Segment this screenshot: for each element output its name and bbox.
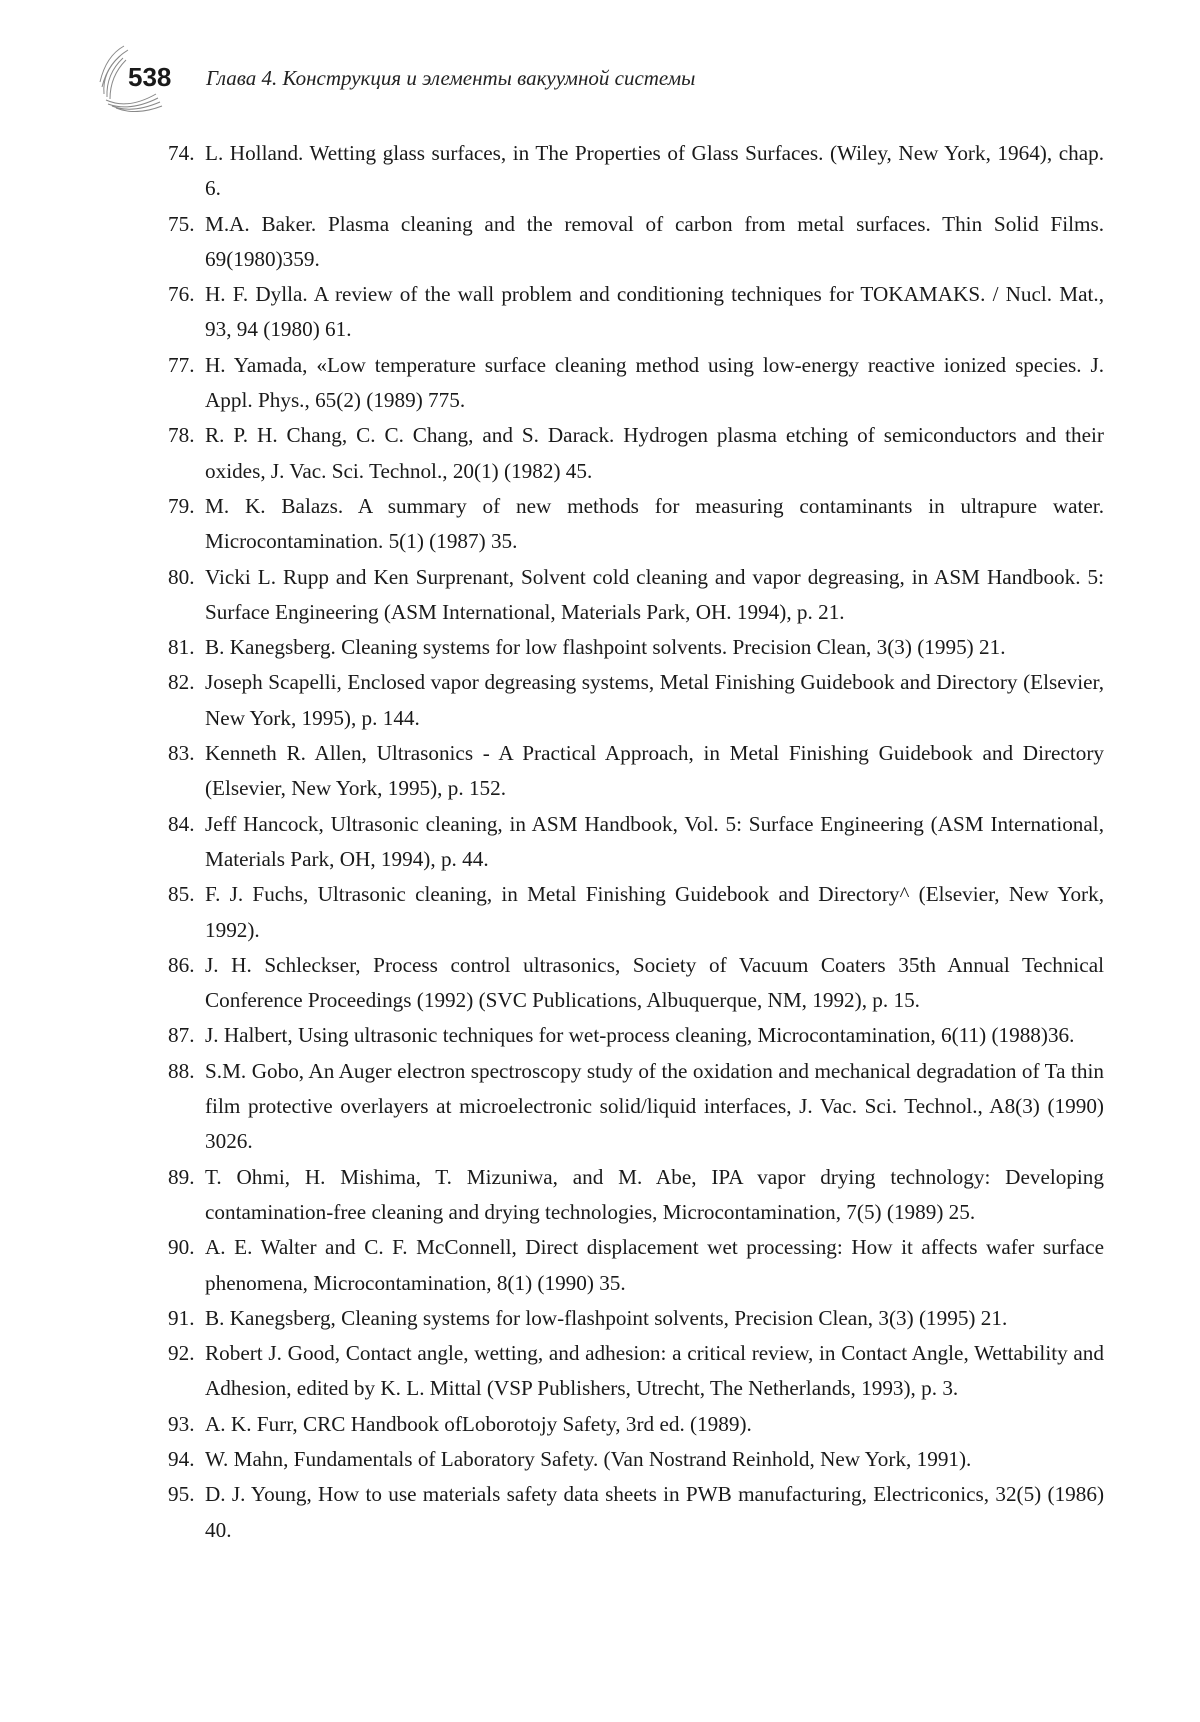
reference-text: M.A. Baker. Plasma cleaning and the removal of carbon from metal surfaces. Thin Solid Films. 69(1980)359.: [205, 211, 1104, 271]
reference-text: R. P. H. Chang, C. C. Chang, and S. Darack. Hydrogen plasma etching of semiconductors and their oxides, J. Vac. Sci. Technol., 20(1) (1982) 45.: [205, 423, 1104, 483]
reference-item: [168, 630, 1104, 665]
reference-item: [168, 1407, 1104, 1442]
reference-number: 83.: [168, 741, 195, 766]
reference-text: D. J. Young, How to use materials safety data sheets in PWB manufacturing, Electriconics, 32(5) (1986) 40.: [205, 1482, 1104, 1542]
reference-text: T. Ohmi, H. Mishima, T. Mizuniwa, and M. Abe, IPA vapor drying technology: Developing contamination-free cleaning and drying technologies, Microcontamination, 7(5) (1989) 25.: [205, 1164, 1104, 1224]
reference-item: [168, 418, 1104, 489]
reference-number: 86.: [168, 952, 195, 977]
reference-item: [168, 348, 1104, 419]
reference-text: Robert J. Good, Contact angle, wetting, and adhesion: a critical review, in Contact Angle, Wettability and Adhesion, edited by K. L. Mittal (VSP Publishers, Utrecht, The Netherlands, 1993), p. 3.: [205, 1341, 1104, 1401]
reference-item: [168, 948, 1104, 1019]
reference-text: L. Holland. Wetting glass surfaces, in The Properties of Glass Surfaces. (Wiley, New York, 1964), chap. 6.: [205, 141, 1104, 201]
reference-item: [168, 489, 1104, 560]
reference-text: W. Mahn, Fundamentals of Laboratory Safety. (Van Nostrand Reinhold, New York, 1991).: [205, 1446, 972, 1471]
reference-item: [168, 736, 1104, 807]
reference-item: [168, 207, 1104, 278]
chapter-title: Глава 4. Конструкция и элементы вакуумной системы: [206, 66, 696, 90]
reference-number: 79.: [168, 493, 195, 518]
reference-number: 89.: [168, 1164, 195, 1189]
reference-text: A. E. Walter and C. F. McConnell, Direct displacement wet processing: How it affects wafer surface phenomena, Microcontamination, 8(1) (1990) 35.: [205, 1235, 1104, 1295]
reference-item: [168, 1018, 1104, 1053]
reference-number: 87.: [168, 1023, 195, 1048]
page-number: 538: [128, 62, 172, 92]
reference-number: 85.: [168, 882, 195, 907]
reference-text: B. Kanegsberg, Cleaning systems for low-flashpoint solvents, Precision Clean, 3(3) (1995) 21.: [205, 1305, 1008, 1330]
reference-item: [168, 136, 1104, 207]
page-header: [98, 42, 1098, 112]
reference-text: A. K. Furr, CRC Handbook ofLoborotojy Safety, 3rd ed. (1989).: [205, 1411, 752, 1436]
reference-text: M. K. Balazs. A summary of new methods for measuring contaminants in ultrapure water. Microcontamination. 5(1) (1987) 35.: [205, 493, 1104, 554]
reference-number: 76.: [168, 282, 195, 307]
reference-number: 75.: [168, 211, 195, 236]
reference-item: [168, 807, 1104, 878]
reference-item: [168, 560, 1104, 631]
reference-number: 82.: [168, 670, 195, 695]
reference-text: J. H. Schleckser, Process control ultrasonics, Society of Vacuum Coaters 35th Annual Technical Conference Proceedings (1992) (SVC Publications, Albuquerque, NM, 1992), p. 15.: [205, 952, 1104, 1013]
reference-item: [168, 1442, 1104, 1477]
reference-item: [168, 1054, 1104, 1160]
reference-number: 81.: [168, 635, 195, 660]
reference-number: 80.: [168, 564, 195, 589]
reference-text: F. J. Fuchs, Ultrasonic cleaning, in Metal Finishing Guidebook and Directory^ (Elsevier, New York, 1992).: [205, 882, 1104, 942]
reference-item: [168, 1336, 1104, 1407]
reference-text: Vicki L. Rupp and Ken Surprenant, Solvent cold cleaning and vapor degreasing, in ASM Handbook. 5: Surface Engineering (ASM International, Materials Park, OH. 1994), p. 21.: [205, 564, 1104, 624]
reference-text: Kenneth R. Allen, Ultrasonics - A Practical Approach, in Metal Finishing Guidebook and Directory (Elsevier, New York, 1995), p. 152.: [205, 741, 1104, 801]
reference-item: [168, 665, 1104, 736]
reference-text: J. Halbert, Using ultrasonic techniques for wet-process cleaning, Microcontamination, 6(11) (1988)36.: [205, 1023, 1075, 1048]
reference-item: [168, 1301, 1104, 1336]
reference-number: 93.: [168, 1411, 195, 1436]
reference-text: B. Kanegsberg. Cleaning systems for low flashpoint solvents. Precision Clean, 3(3) (1995) 21.: [205, 635, 1006, 660]
reference-item: [168, 1160, 1104, 1231]
reference-list: [168, 136, 1104, 1548]
reference-number: 91.: [168, 1305, 195, 1330]
reference-text: H. Yamada, «Low temperature surface cleaning method using low-energy reactive ionized species. J. Appl. Phys., 65(2) (1989) 775.: [205, 352, 1104, 413]
reference-text: Jeff Hancock, Ultrasonic cleaning, in ASM Handbook, Vol. 5: Surface Engineering (ASM International, Materials Park, OH, 1994), p. 44.: [205, 811, 1104, 871]
reference-item: [168, 277, 1104, 348]
reference-number: 78.: [168, 423, 195, 448]
reference-number: 74.: [168, 141, 195, 165]
reference-number: 92.: [168, 1341, 195, 1366]
reference-number: 90.: [168, 1235, 195, 1260]
reference-text: Joseph Scapelli, Enclosed vapor degreasing systems, Metal Finishing Guidebook and Directory (Elsevier, New York, 1995), p. 144.: [205, 670, 1104, 730]
reference-number: 94.: [168, 1446, 195, 1471]
reference-item: [168, 1477, 1104, 1548]
reference-item: [168, 1230, 1104, 1301]
reference-text: H. F. Dylla. A review of the wall problem and conditioning techniques for TOKAMAKS. / Nucl. Mat., 93, 94 (1980) 61.: [205, 282, 1104, 342]
reference-number: 84.: [168, 811, 195, 836]
reference-item: [168, 877, 1104, 948]
reference-number: 88.: [168, 1058, 195, 1083]
reference-number: 77.: [168, 352, 195, 377]
reference-number: 95.: [168, 1482, 195, 1507]
reference-text: S.M. Gobo, An Auger electron spectroscopy study of the oxidation and mechanical degradation of Ta thin film protective overlayers at microelectronic solid/liquid interfaces, J. Vac. Sci. Technol., A8(3) (1990) 3026.: [205, 1058, 1104, 1154]
